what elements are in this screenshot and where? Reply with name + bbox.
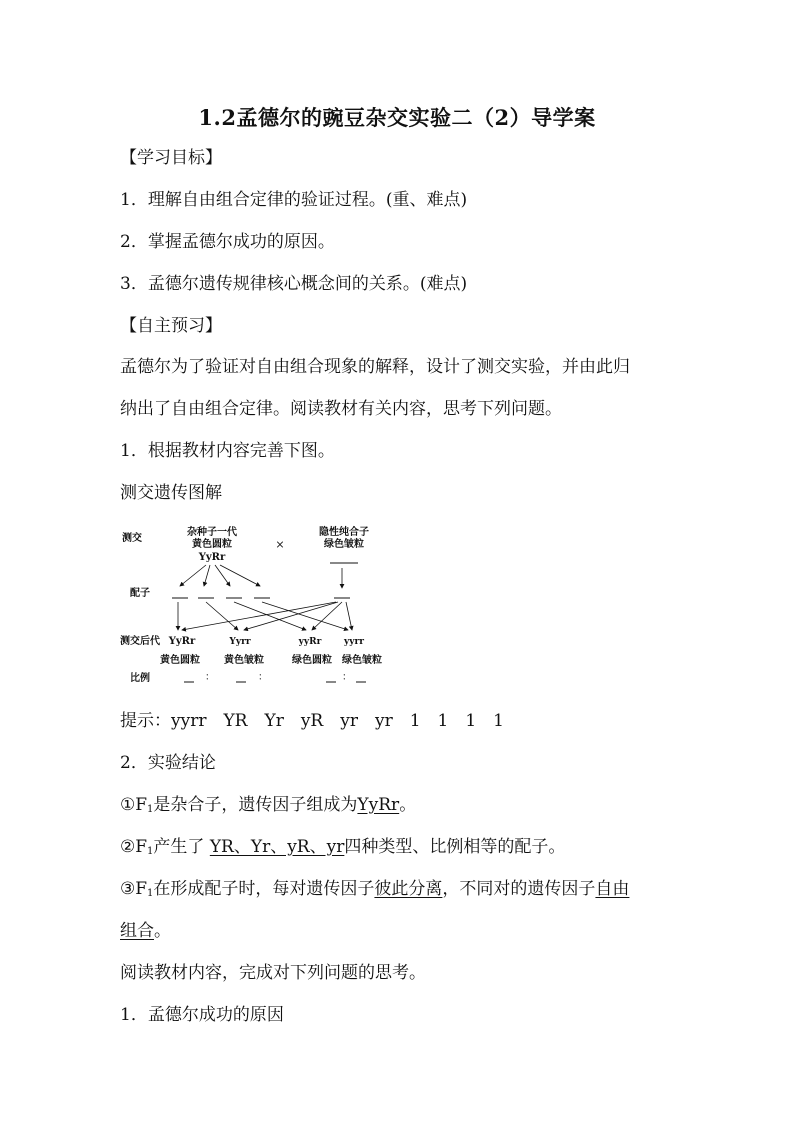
offspring-genotype-4: yyrr (344, 637, 364, 647)
goal-item-3: 3．孟德尔遗传规律核心概念间的关系。(难点) (120, 274, 468, 294)
offspring-phenotype-2: 黄色皱粒 (224, 655, 264, 666)
conclusion-2: $②F_1$产生了 YR、Yr、yR、yr四种类型、比例相等的配子。 (120, 837, 566, 857)
ratio-separator-2: ： (258, 672, 268, 683)
fertilization-arrows (178, 602, 352, 630)
section-heading-preview: 【自主预习】 (120, 316, 222, 336)
offspring-genotype-3: yyRr (298, 637, 322, 647)
label-offspring: 测交后代 (120, 636, 160, 647)
hint-answer: 提示：yyrr YR Yr yR yr yr 1 1 1 1 (120, 711, 504, 731)
question-2: 2．实验结论 (120, 753, 216, 773)
section-heading-goals: 【学习目标】 (120, 148, 222, 168)
label-gamete: 配子 (130, 588, 150, 599)
goal-item-2: 2．掌握孟德尔成功的原因。 (120, 232, 335, 252)
label-testcross: 测交 (122, 533, 142, 544)
ratio-separator-1: ： (205, 672, 215, 683)
ratio-separator-3: ： (342, 672, 352, 683)
gamete-arrows (180, 565, 342, 588)
hybrid-genotype: YyRr (198, 552, 226, 563)
recessive-phenotype: 绿色皱粒 (324, 539, 364, 550)
question-1: 1．根据教材内容完善下图。 (120, 441, 335, 461)
offspring-phenotype-4: 绿色皱粒 (342, 655, 382, 666)
label-ratio: 比例 (130, 673, 150, 684)
recessive-label: 隐性纯合子 (319, 527, 369, 538)
hybrid-label: 杂种子一代 (187, 527, 237, 538)
testcross-diagram (120, 520, 400, 690)
hybrid-phenotype: 黄色圆粒 (192, 539, 232, 550)
cross-sign: × (275, 538, 285, 551)
conclusion-3: $③F_1$在形成配子时，每对遗传因子彼此分离，不同对的遗传因子自由 (120, 879, 630, 899)
intro-text-line-2: 纳出了自由组合定律。阅读教材有关内容，思考下列问题。 (120, 399, 562, 419)
conclusion-1: $①F_1$是杂合子，遗传因子组成为YyRr。 (120, 795, 417, 815)
offspring-genotype-2: Yyrr (229, 637, 251, 647)
offspring-phenotype-1: 黄色圆粒 (160, 655, 200, 666)
goal-item-1: 1．理解自由组合定律的验证过程。(重、难点) (120, 190, 468, 210)
offspring-genotype-1: YyRr (168, 636, 196, 647)
read-instruction: 阅读教材内容，完成对下列问题的思考。 (120, 963, 426, 983)
page-title: 1.2孟德尔的豌豆杂交实验二（2）导学案 (198, 105, 596, 130)
diagram-caption: 测交遗传图解 (120, 483, 222, 503)
intro-text-line-1: 孟德尔为了验证对自由组合现象的解释，设计了测交实验，并由此归 (120, 357, 630, 377)
conclusion-3-continued: 组合。 (120, 921, 171, 941)
question-success-reasons: 1．孟德尔成功的原因 (120, 1005, 284, 1025)
offspring-phenotype-3: 绿色圆粒 (292, 655, 332, 666)
